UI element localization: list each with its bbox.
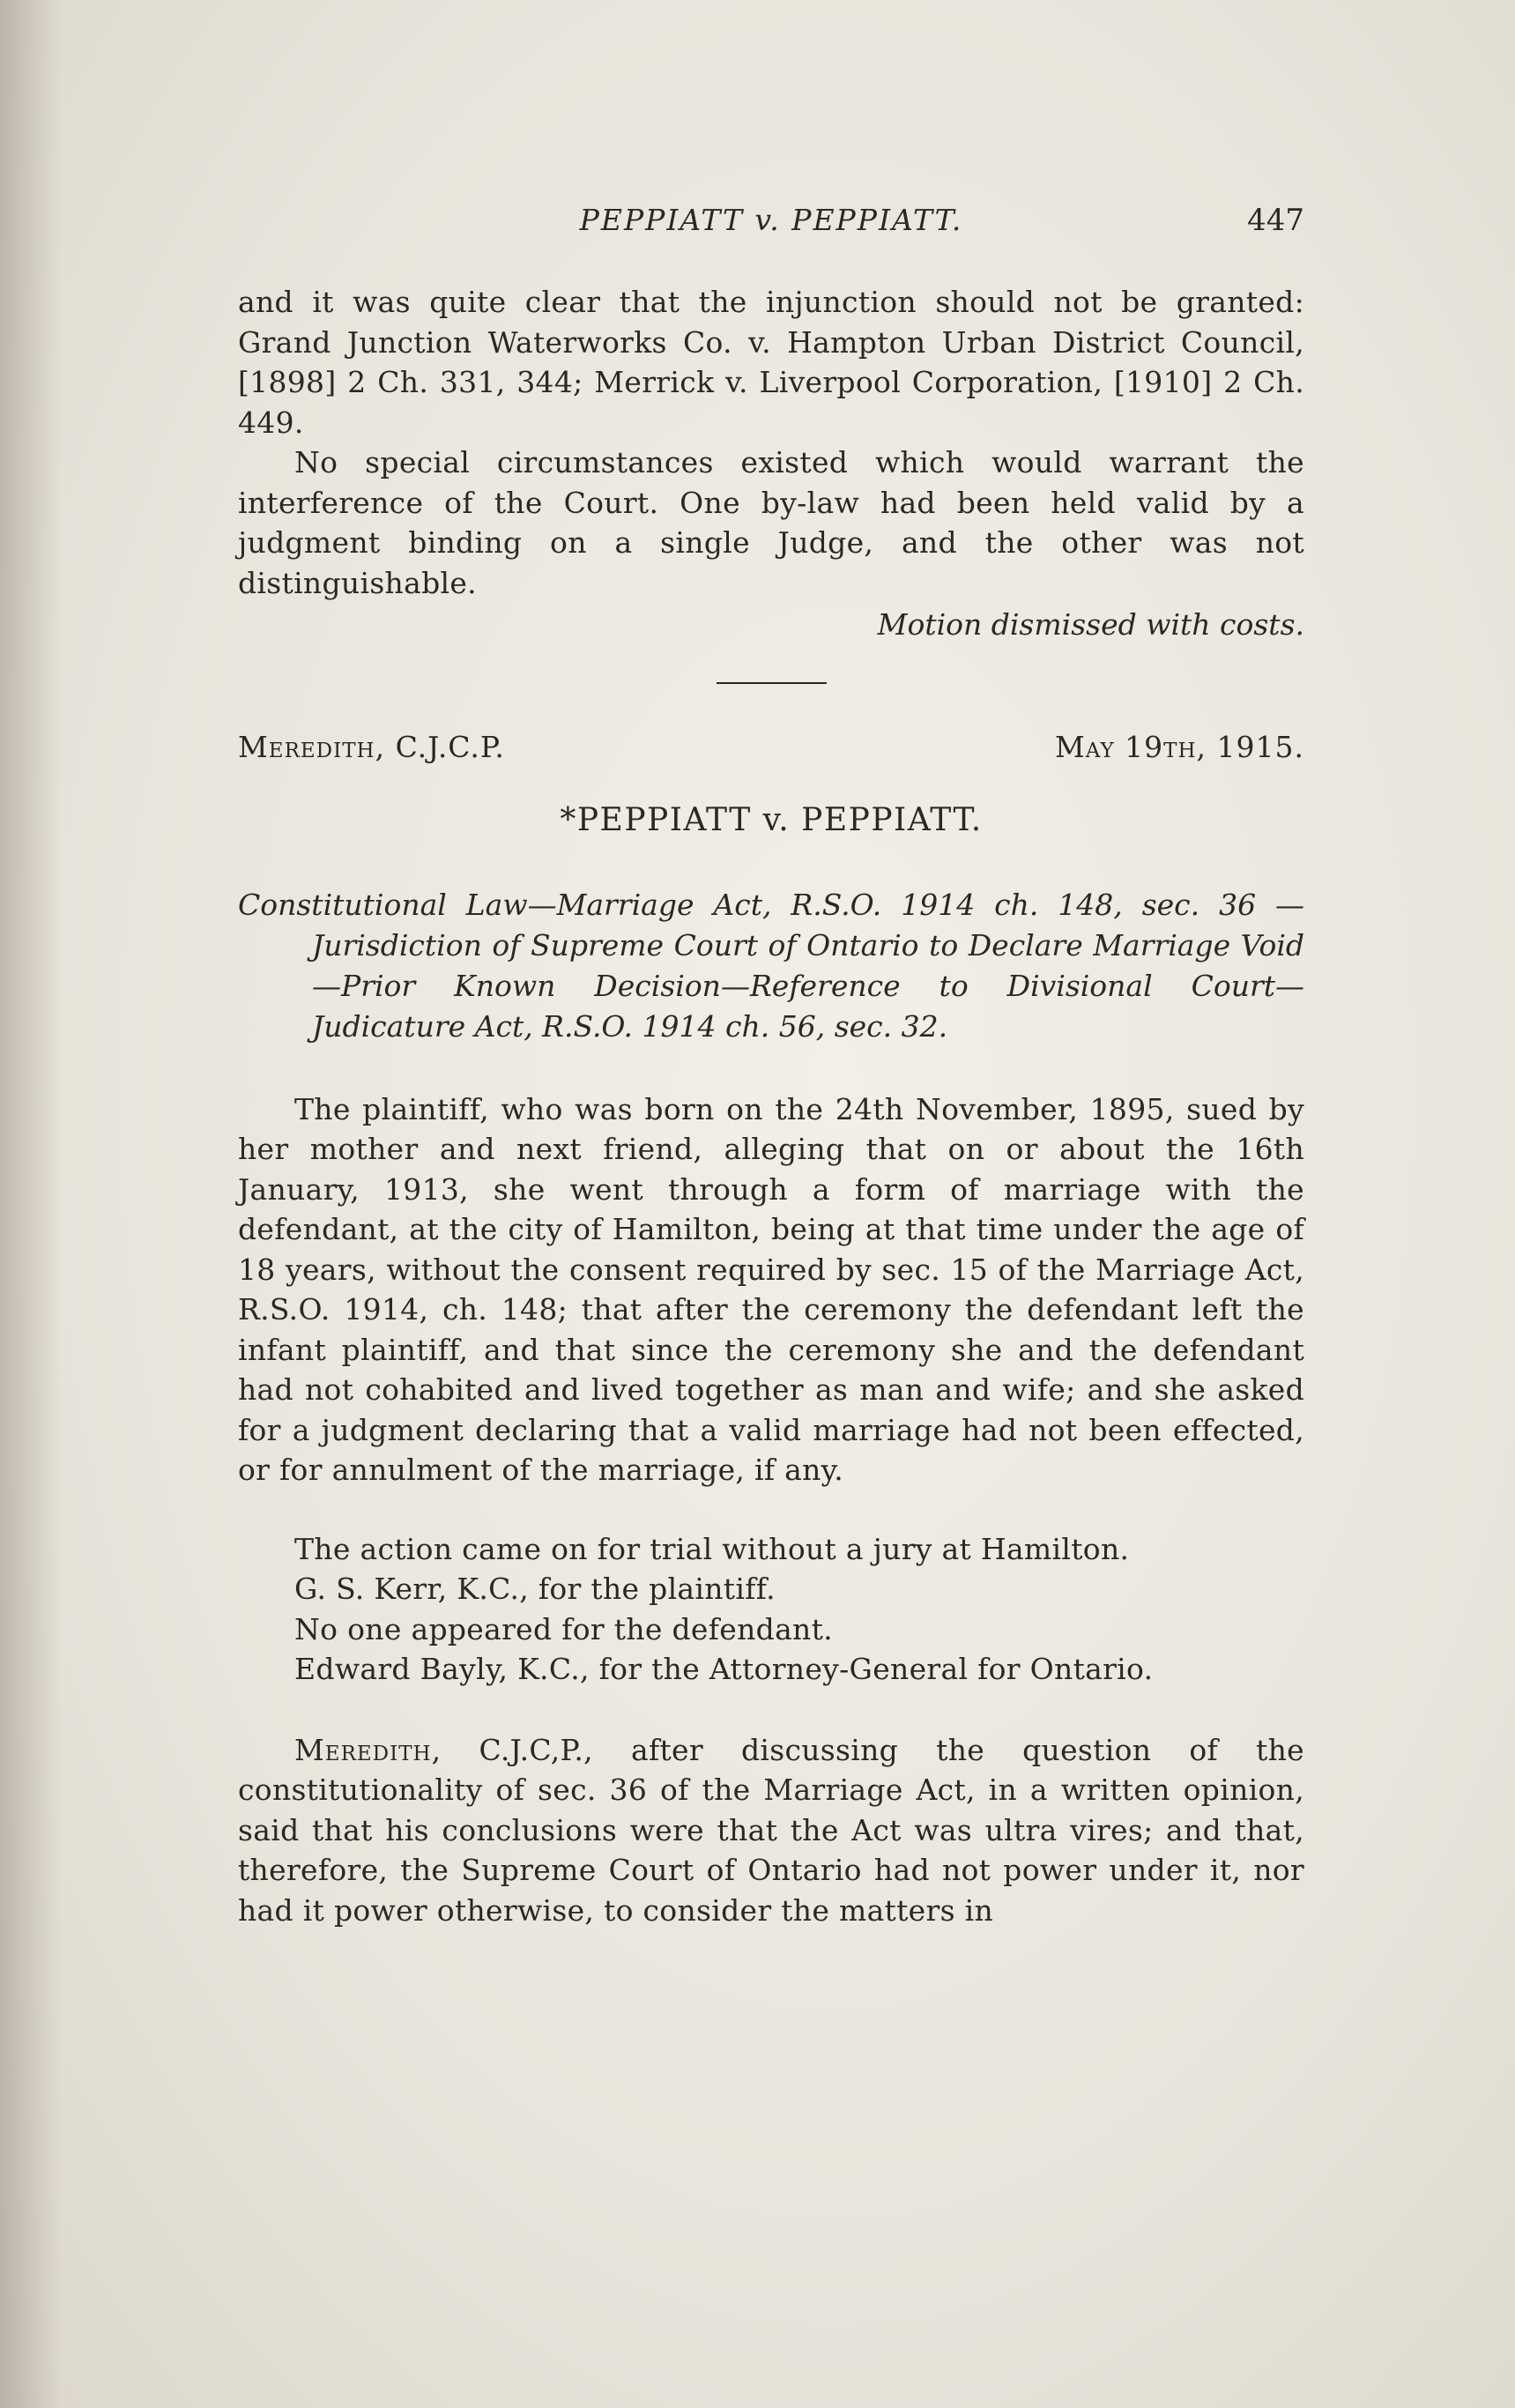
counsel-plaintiff: G. S. Kerr, K.C., for the plaintiff. (294, 1572, 776, 1606)
spine-shadow (0, 0, 62, 2408)
judgment-text: , C.J.C,P., after discussing the question of the constitutionality of sec. 36 of the Marriage Act, in a written opinion, said that his conclusions were that the Act was ultra vires; and that, therefore, the Supreme Court of Ontario had not power under it, nor had it power otherwise, to consider the matters in (238, 1732, 1304, 1928)
trial-line: The action came on for trial without a jury at Hamilton. (294, 1531, 1130, 1566)
judgment-paragraph (238, 1730, 1304, 1931)
intro-paragraph-1: and it was quite clear that the injunction should not be granted: Grand Junction Waterworks Co. v. Hampton Urban District Council, [1898] 2 Ch. 331, 344; Merrick v. Liverpool Corporation, [1910] 2 Ch. 449. (238, 285, 1304, 440)
page-number: 447 (1247, 203, 1304, 238)
intro-paragraph-2: No special circumstances existed which would warrant the interference of the Court. One by-law had been held valid by a judgment binding on a single Judge, and the other was not distinguishable. (238, 445, 1304, 600)
text-column (238, 203, 1304, 1930)
running-title: PEPPIATT v. PEPPIATT. (579, 203, 963, 237)
facts-paragraph: The plaintiff, who was born on the 24th November, 1895, sued by her mother and next friend, alleging that on or about the 16th January, 1913, she went through a form of marriage with the defendant, at the city of Hamilton, being at that time under the age of 18 years, without the consent required by sec. 15 of the Marriage Act, R.S.O. 1914, ch. 148; that after the ceremony the defendant left the infant plaintiff, and that since the ceremony she and the defendant had not cohabited and lived together as man and wife; and she asked for a judgment declaring that a valid marriage had not been effected, or for annulment of the marriage, if any. (238, 1091, 1304, 1487)
court-line (238, 730, 1304, 770)
decision-date: May 19th, 1915. (1055, 729, 1304, 764)
judge-name: Meredith, C.J.C.P. (238, 729, 505, 764)
counsel-defendant: No one appeared for the defendant. (294, 1611, 833, 1646)
case-title: *PEPPIATT v. PEPPIATT. (560, 801, 983, 838)
headnote: Constitutional Law—Marriage Act, R.S.O. 1914 ch. 148, sec. 36 —Jurisdiction of Supreme Court of Ontario to Declare Marriage Void—Prior Known Decision—Reference to Divisional Court—Judicature Act, R.S.O. 1914 ch. 56, sec. 32. (238, 887, 1304, 1044)
running-head (238, 203, 1304, 256)
disposition: Motion dismissed with costs. (877, 607, 1304, 642)
section-divider (717, 682, 827, 684)
judgment-judge-name: Meredith (294, 1732, 432, 1767)
counsel-attorney-general: Edward Bayly, K.C., for the Attorney-General for Ontario. (294, 1652, 1154, 1686)
